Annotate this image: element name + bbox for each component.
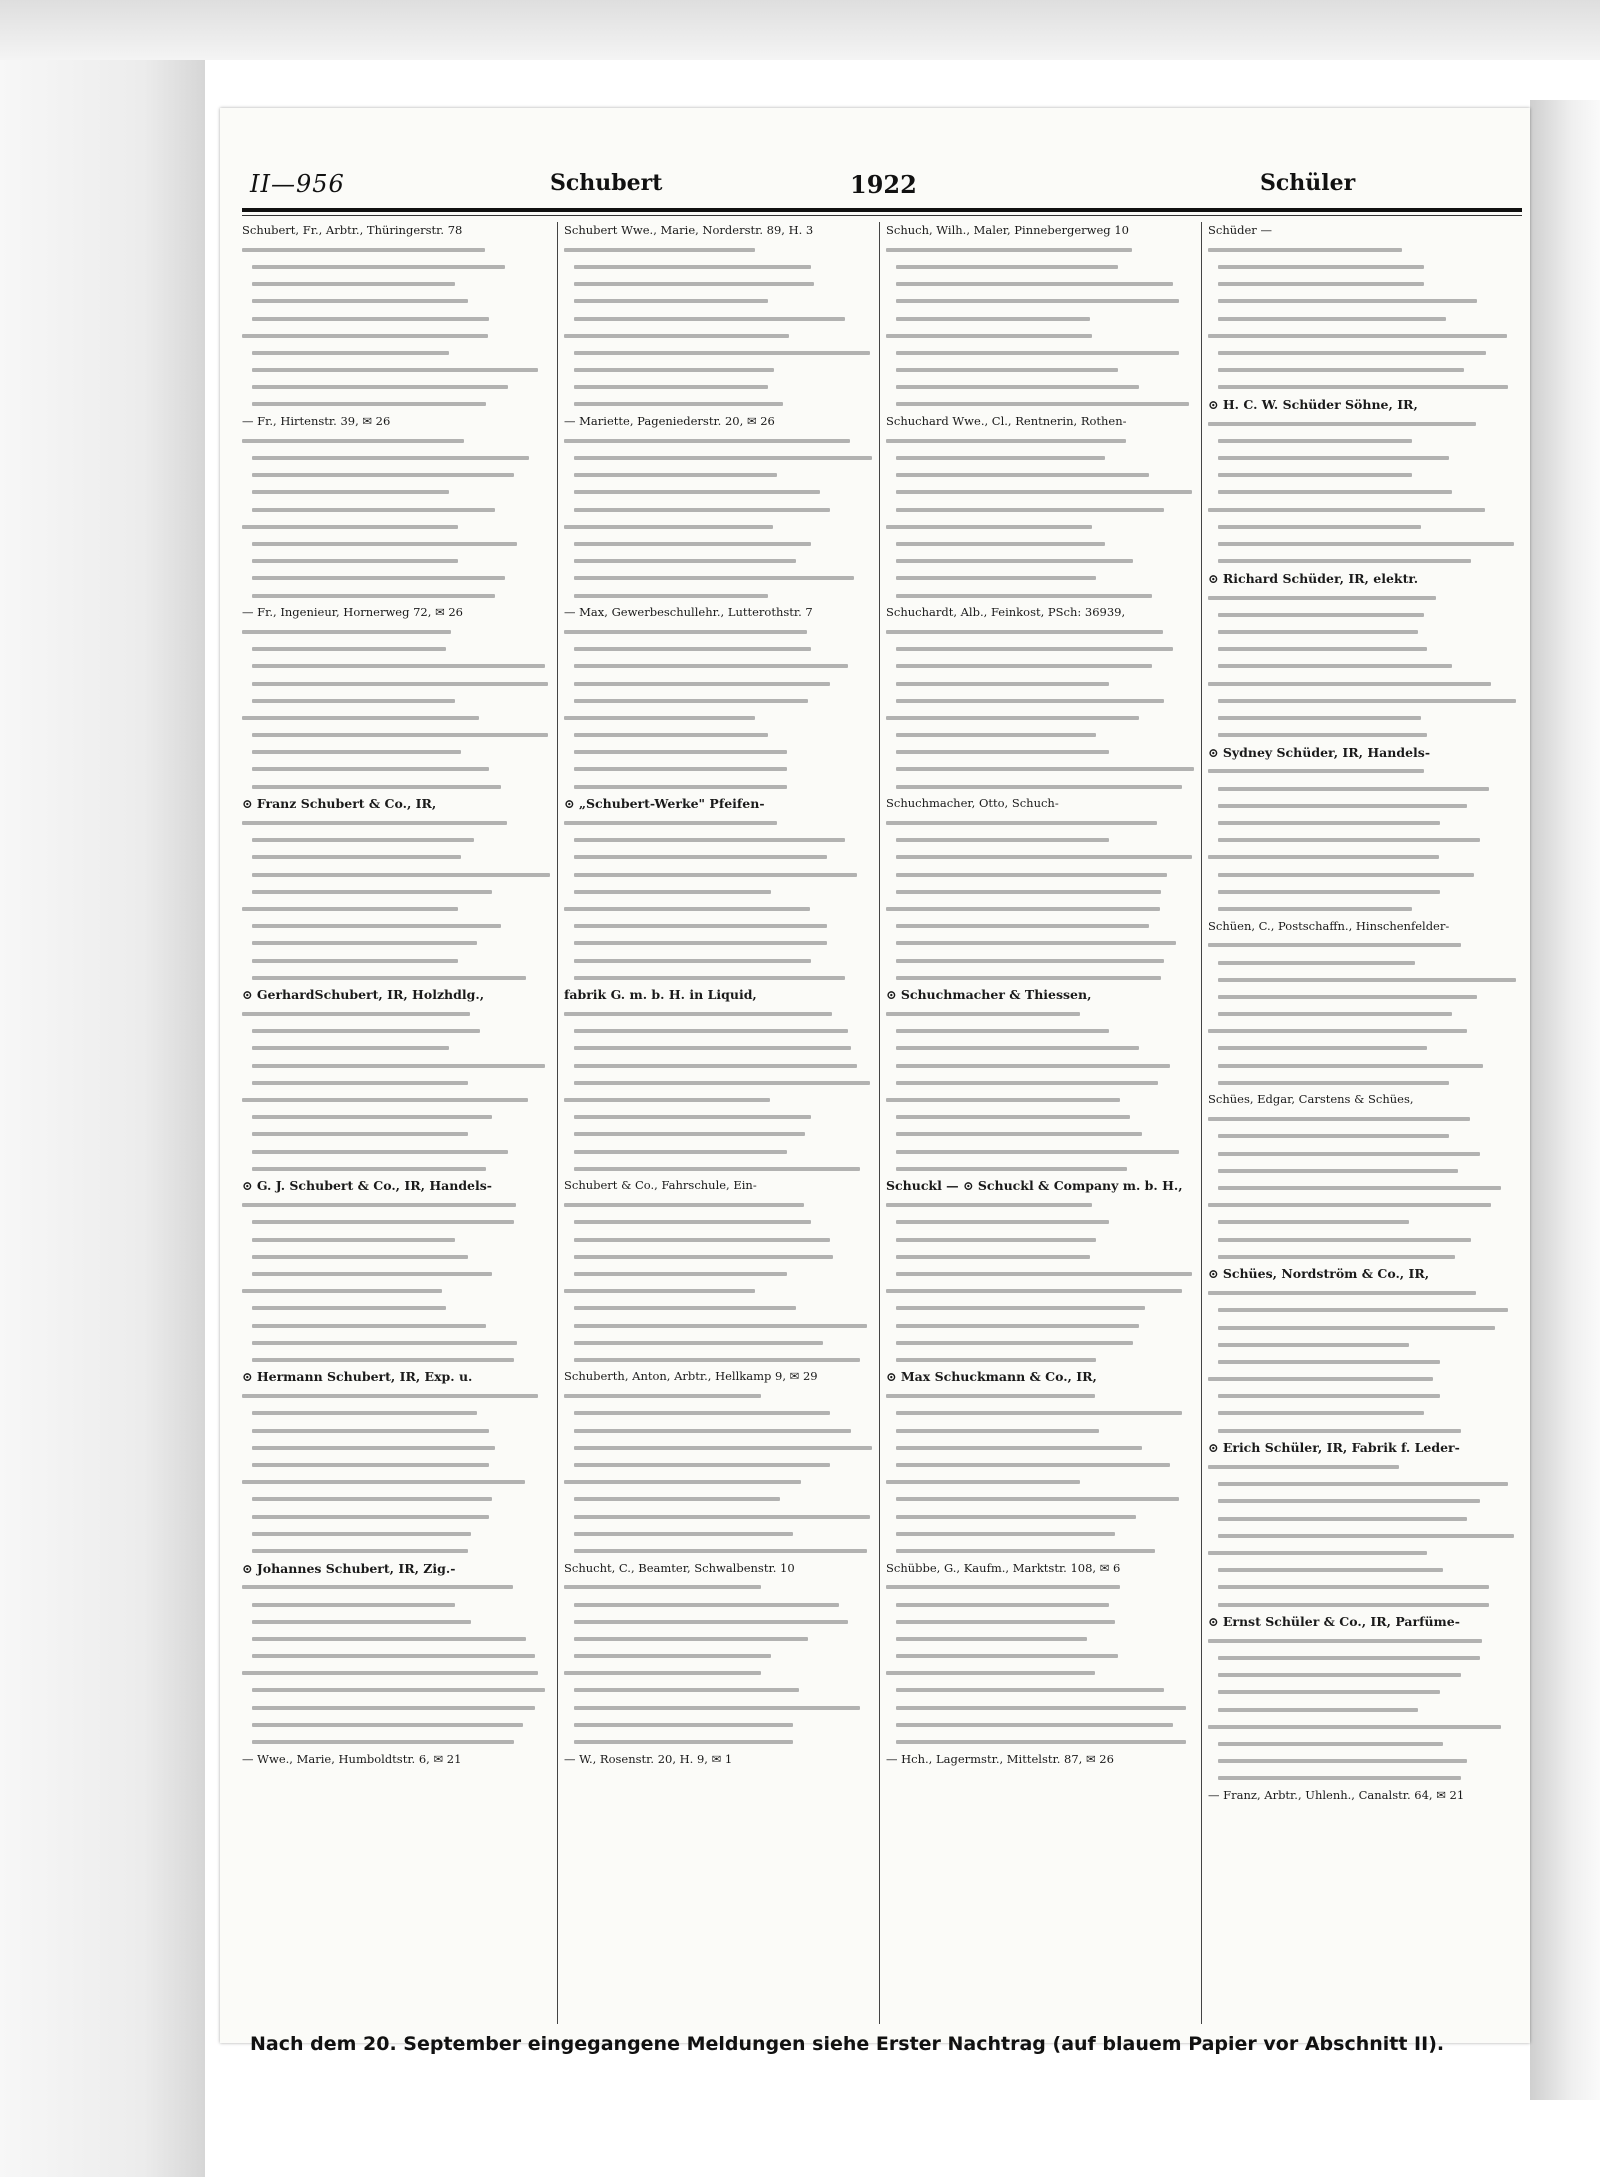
directory-entry: Schübbe, G., Kaufm., Marktstr. 108, ✉ 6 [886, 1560, 1121, 1575]
directory-entry: Schües, Edgar, Carstens & Schües, [1208, 1092, 1414, 1107]
firm-entry: ⊙ Schües, Nordström & Co., IR, [1208, 1266, 1430, 1282]
illegible-text-block [564, 1579, 872, 1751]
header-rule [242, 208, 1522, 212]
page-number: II—956 [250, 170, 345, 198]
firm-entry: ⊙ Franz Schubert & Co., IR, [242, 796, 437, 812]
scan-border-right [1530, 100, 1600, 2100]
firm-entry: Schuckl — ⊙ Schuckl & Company m. b. H., [886, 1178, 1183, 1194]
directory-entry: — Fr., Hirtenstr. 39, ✉ 26 [242, 414, 391, 429]
illegible-text-block [242, 814, 550, 986]
entry-columns [242, 222, 1524, 2024]
directory-entry: Schuchardt, Alb., Feinkost, PSch: 36939, [886, 605, 1126, 620]
column-divider [557, 222, 558, 2024]
column-2 [564, 222, 872, 2024]
illegible-text-block [886, 623, 1194, 795]
column-divider [879, 222, 880, 2024]
illegible-text-block [886, 1579, 1194, 1751]
illegible-text-block [242, 1388, 550, 1560]
running-header [250, 170, 1510, 210]
illegible-text-block [1208, 1111, 1516, 1266]
illegible-text-block [242, 241, 550, 413]
illegible-text-block [242, 1197, 550, 1369]
directory-entry: Schüder — [1208, 223, 1272, 237]
directory-entry: — Max, Gewerbeschullehr., Lutterothstr. 7 [564, 605, 813, 620]
illegible-text-block [564, 1197, 872, 1369]
header-first-name: Schubert [550, 170, 663, 196]
illegible-text-block [1208, 589, 1516, 744]
directory-entry: Schucht, C., Beamter, Schwalbenstr. 10 [564, 1560, 795, 1575]
illegible-text-block [564, 241, 872, 413]
firm-entry: ⊙ Sydney Schüder, IR, Handels- [1208, 744, 1431, 760]
firm-entry: ⊙ Ernst Schüler & Co., IR, Parfüme- [1208, 1614, 1460, 1630]
illegible-text-block [1208, 1285, 1516, 1440]
firm-entry: ⊙ GerhardSchubert, IR, Holzhdlg., [242, 987, 485, 1003]
column-1 [242, 222, 550, 2024]
illegible-text-block [886, 1006, 1194, 1178]
firm-entry: ⊙ „Schubert-Werke" Pfeifen- [564, 796, 765, 812]
header-last-name: Schüler [1260, 170, 1356, 196]
header-rule-thin [242, 215, 1522, 216]
illegible-text-block [242, 1579, 550, 1751]
directory-entry: — Mariette, Pageniederstr. 20, ✉ 26 [564, 414, 775, 429]
firm-entry: ⊙ Schuchmacher & Thiessen, [886, 987, 1092, 1003]
directory-entry: — Fr., Ingenieur, Hornerweg 72, ✉ 26 [242, 605, 463, 620]
illegible-text-block [1208, 1632, 1516, 1787]
scan-border-top [0, 0, 1600, 60]
illegible-text-block [1208, 241, 1516, 396]
illegible-text-block [886, 1197, 1194, 1369]
directory-entry: Schüen, C., Postschaffn., Hinschenfelder- [1208, 918, 1450, 933]
column-3 [886, 222, 1194, 2024]
firm-entry: ⊙ Max Schuckmann & Co., IR, [886, 1369, 1097, 1385]
directory-entry: — Hch., Lagermstr., Mittelstr. 87, ✉ 26 [886, 1751, 1114, 1766]
firm-entry: ⊙ Hermann Schubert, IR, Exp. u. [242, 1369, 473, 1385]
illegible-text-block [1208, 415, 1516, 570]
illegible-text-block [564, 814, 872, 986]
illegible-text-block [564, 623, 872, 795]
illegible-text-block [1208, 937, 1516, 1092]
illegible-text-block [886, 432, 1194, 604]
illegible-text-block [1208, 1458, 1516, 1613]
firm-entry: fabrik G. m. b. H. in Liquid, [564, 987, 757, 1003]
directory-entry: Schuchard Wwe., Cl., Rentnerin, Rothen- [886, 414, 1127, 429]
illegible-text-block [564, 1388, 872, 1560]
directory-entry: Schuberth, Anton, Arbtr., Hellkamp 9, ✉ 29 [564, 1369, 818, 1384]
book-spine [0, 60, 205, 2177]
illegible-text-block [242, 623, 550, 795]
illegible-text-block [886, 814, 1194, 986]
header-year: 1922 [850, 170, 917, 199]
directory-entry: Schuchmacher, Otto, Schuch- [886, 796, 1059, 811]
illegible-text-block [242, 1006, 550, 1178]
firm-entry: ⊙ Richard Schüder, IR, elektr. [1208, 570, 1419, 586]
directory-entry: — Franz, Arbtr., Uhlenh., Canalstr. 64, ✉ 21 [1208, 1788, 1465, 1803]
illegible-text-block [886, 1388, 1194, 1560]
illegible-text-block [564, 1006, 872, 1178]
column-4 [1208, 222, 1516, 2024]
directory-entry: Schubert Wwe., Marie, Norderstr. 89, H. 3 [564, 223, 814, 237]
footer-note: Nach dem 20. September eingegangene Meldungen siehe Erster Nachtrag (auf blauem Papier vor Abschnitt II). [250, 2033, 1445, 2055]
firm-entry: ⊙ H. C. W. Schüder Söhne, IR, [1208, 396, 1418, 412]
illegible-text-block [564, 432, 872, 604]
illegible-text-block [886, 241, 1194, 413]
directory-entry: — Wwe., Marie, Humboldtstr. 6, ✉ 21 [242, 1751, 462, 1766]
directory-entry: — W., Rosenstr. 20, H. 9, ✉ 1 [564, 1751, 733, 1766]
directory-page [220, 108, 1530, 2055]
illegible-text-block [1208, 763, 1516, 918]
directory-entry: Schubert, Fr., Arbtr., Thüringerstr. 78 [242, 223, 463, 237]
directory-entry: Schuch, Wilh., Maler, Pinnebergerweg 10 [886, 223, 1129, 237]
firm-entry: ⊙ Erich Schüler, IR, Fabrik f. Leder- [1208, 1440, 1460, 1456]
illegible-text-block [242, 432, 550, 604]
column-divider [1201, 222, 1202, 2024]
firm-entry: ⊙ G. J. Schubert & Co., IR, Handels- [242, 1178, 492, 1194]
firm-entry: ⊙ Johannes Schubert, IR, Zig.- [242, 1560, 456, 1576]
directory-entry: Schubert & Co., Fahrschule, Ein- [564, 1178, 757, 1193]
